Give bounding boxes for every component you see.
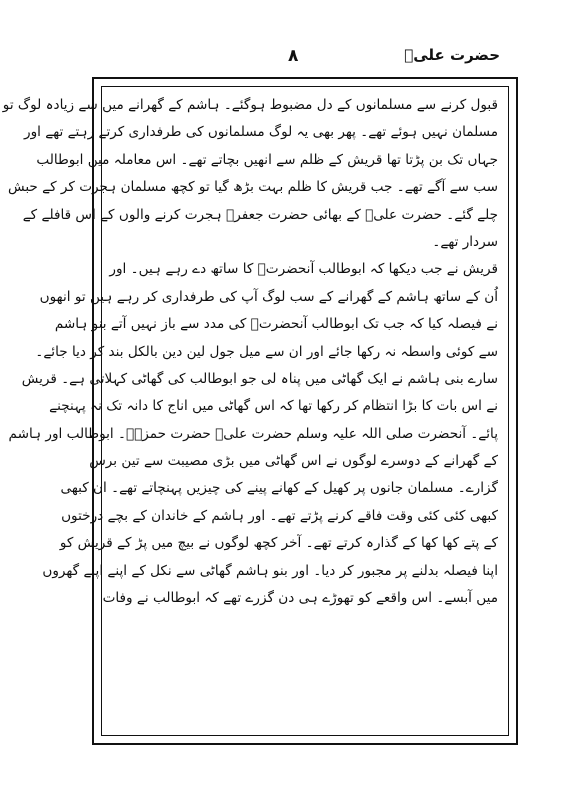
text-line: کے پتے کھا کھا کے گذارہ کرتے تھے۔ آخر کچھ لوگوں نے بیچ میں پڑ کے قریش کو xyxy=(59,535,498,552)
text-line: سے کوئی واسطہ نہ رکھا جائے اور ان سے میل جول لین دین بالکل بند کر دیا جائے۔ xyxy=(35,343,498,360)
text-line: پائے۔ آنحضرت صلی اللہ علیہ وسلم حضرت علیؓ حضرت حمزہؓ۔ ابوطالب اور ہاشم xyxy=(8,425,498,442)
text-line: گزارے۔ مسلمان جانوں پر کھیل کے کھانے پینے کی چیزیں پہنچاتے تھے۔ ان کبھی xyxy=(60,480,498,497)
text-line: سارے بنی ہاشم نے ایک گھاٹی میں پناہ لی جو ابوطالب کی گھاٹی کہلاتی ہے۔ قریش xyxy=(21,370,498,387)
text-line: مسلمان نہیں ہوئے تھے۔ پھر بھی یہ لوگ مسلمانوں کی طرفداری کرتے رہتے تھے اور xyxy=(24,124,498,141)
text-line: نے فیصلہ کیا کہ جب تک ابوطالب آنحضرتؐ کی مدد سے باز نہیں آتے بنو ہاشم xyxy=(54,316,498,333)
text-line: سردار تھے۔ xyxy=(432,233,498,250)
text-line: چلے گئے۔ حضرت علیؓ کے بھائی حضرت جعفرؓ ہجرت کرنے والوں کے اس قافلے کے xyxy=(22,206,498,223)
running-title: حضرت علیؓ xyxy=(404,46,500,64)
body-text xyxy=(2,92,498,612)
text-line: کبھی کئی کئی وقت فاقے کرنے پڑتے تھے۔ اور ہاشم کے خاندان کے بچے درختوں xyxy=(61,507,498,524)
text-line: اُن کے ساتھ ہاشم کے گھرانے کے سب لوگ آپ کی طرفداری کر رہے ہیں تو انھوں xyxy=(39,288,498,305)
page-number: ۸ xyxy=(288,46,299,66)
text-line: سب سے آگے تھے۔ جب قریش کا ظلم بہت بڑھ گیا تو کچھ مسلمان ہجرت کر کے حبش xyxy=(8,179,498,196)
text-line: اپنا فیصلہ بدلنے پر مجبور کر دیا۔ اور بنو ہاشم گھاٹی سے نکل کے اپنے اپنے گھروں xyxy=(42,562,498,579)
text-line: میں آبسے۔ اس واقعے کو تھوڑے ہی دن گزرے تھے کہ ابوطالب نے وفات xyxy=(102,590,498,607)
text-line: جہاں تک بن پڑتا تھا قریش کے ظلم سے انھیں بچاتے تھے۔ اس معاملہ میں ابوطالب xyxy=(36,151,498,168)
page-header xyxy=(100,46,500,72)
text-line: قریش نے جب دیکھا کہ ابوطالب آنحضرتؐ کا ساتھ دے رہے ہیں۔ اور xyxy=(109,261,498,278)
text-line: قبول کرنے سے مسلمانوں کے دل مضبوط ہوگئے۔ ہاشم کے گھرانے میں سے زیادہ لوگ تو xyxy=(2,97,498,113)
text-line: کے گھرانے کے دوسرے لوگوں نے اس گھاٹی میں بڑی مصیبت سے تین برس xyxy=(89,453,498,470)
text-line: نے اس بات کا بڑا انتظام کر رکھا تھا کہ اس گھاٹی میں اناج کا دانہ تک نہ پہنچنے xyxy=(49,398,498,415)
